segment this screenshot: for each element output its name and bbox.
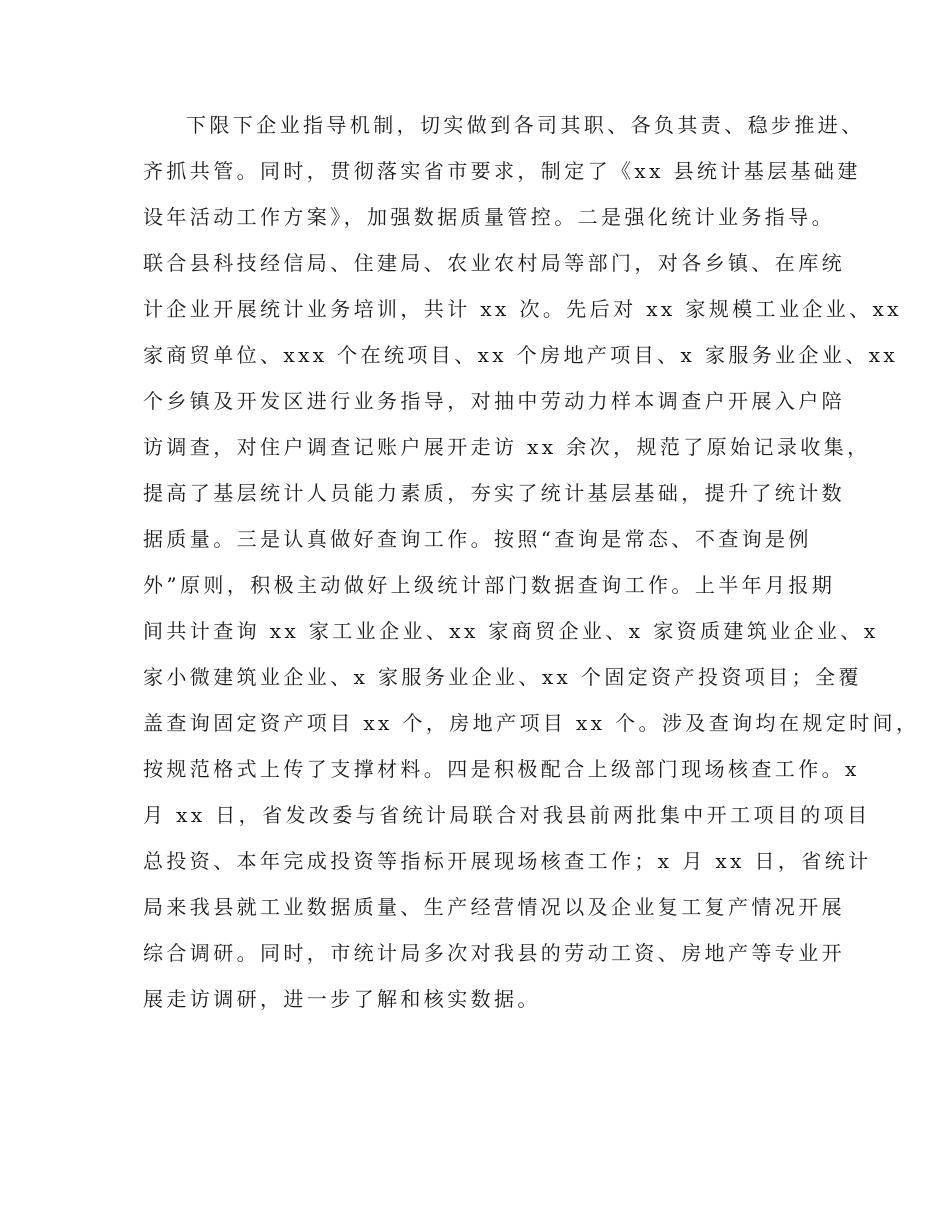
body-paragraph <box>143 110 920 1030</box>
paragraph-line: 下限下企业指导机制，切实做到各司其职、各负其责、稳步推进、 <box>186 113 865 137</box>
paragraph-line: 展走访调研，进一步了解和核实数据。 <box>143 987 541 1011</box>
paragraph-line: 家商贸单位、xxx 个在统项目、xx 个房地产项目、x 家服务业企业、xx <box>143 343 899 367</box>
paragraph-line: 按规范格式上传了支撑材料。四是积极配合上级部门现场核查工作。x <box>143 757 860 781</box>
paragraph-line: 间共计查询 xx 家工业企业、xx 家商贸企业、x 家资质建筑业企业、x <box>143 619 879 643</box>
paragraph-line: 提高了基层统计人员能力素质，夯实了统计基层基础，提升了统计数 <box>143 481 845 505</box>
paragraph-line: 计企业开展统计业务培训，共计 xx 次。先后对 xx 家规模工业企业、xx <box>143 297 902 321</box>
paragraph-line: 据质量。三是认真做好查询工作。按照“查询是常态、不查询是例 <box>143 527 812 551</box>
paragraph-line: 访调查，对住户调查记账户展开走访 xx 余次，规范了原始记录收集， <box>143 435 871 459</box>
paragraph-line: 外”原则，积极主动做好上级统计部门数据查询工作。上半年月报期 <box>143 573 836 597</box>
paragraph-line: 月 xx 日，省发改委与省统计局联合对我县前两批集中开工项目的项目 <box>143 803 871 827</box>
paragraph-line: 设年活动工作方案》，加强数据质量管控。二是强化统计业务指导。 <box>143 205 835 229</box>
paragraph-line: 家小微建筑业企业、x 家服务业企业、xx 个固定资产投资项目；全覆 <box>143 665 862 689</box>
paragraph-line: 局来我县就工业数据质量、生产经营情况以及企业复工复产情况开展 <box>143 895 845 919</box>
paragraph-line: 个乡镇及开发区进行业务指导，对抽中劳动力样本调查户开展入户陪 <box>143 389 845 413</box>
paragraph-line: 盖查询固定资产项目 xx 个，房地产项目 xx 个。涉及查询均在规定时间， <box>143 711 920 735</box>
paragraph-line: 联合县科技经信局、住建局、农业农村局等部门，对各乡镇、在库统 <box>143 251 845 275</box>
paragraph-line: 齐抓共管。同时，贯彻落实省市要求，制定了《xx 县统计基层基础建 <box>143 159 861 183</box>
paragraph-line: 总投资、本年完成投资等指标开展现场核查工作；x 月 xx 日，省统计 <box>143 849 872 873</box>
paragraph-line: 综合调研。同时，市统计局多次对我县的劳动工资、房地产等专业开 <box>143 941 845 965</box>
